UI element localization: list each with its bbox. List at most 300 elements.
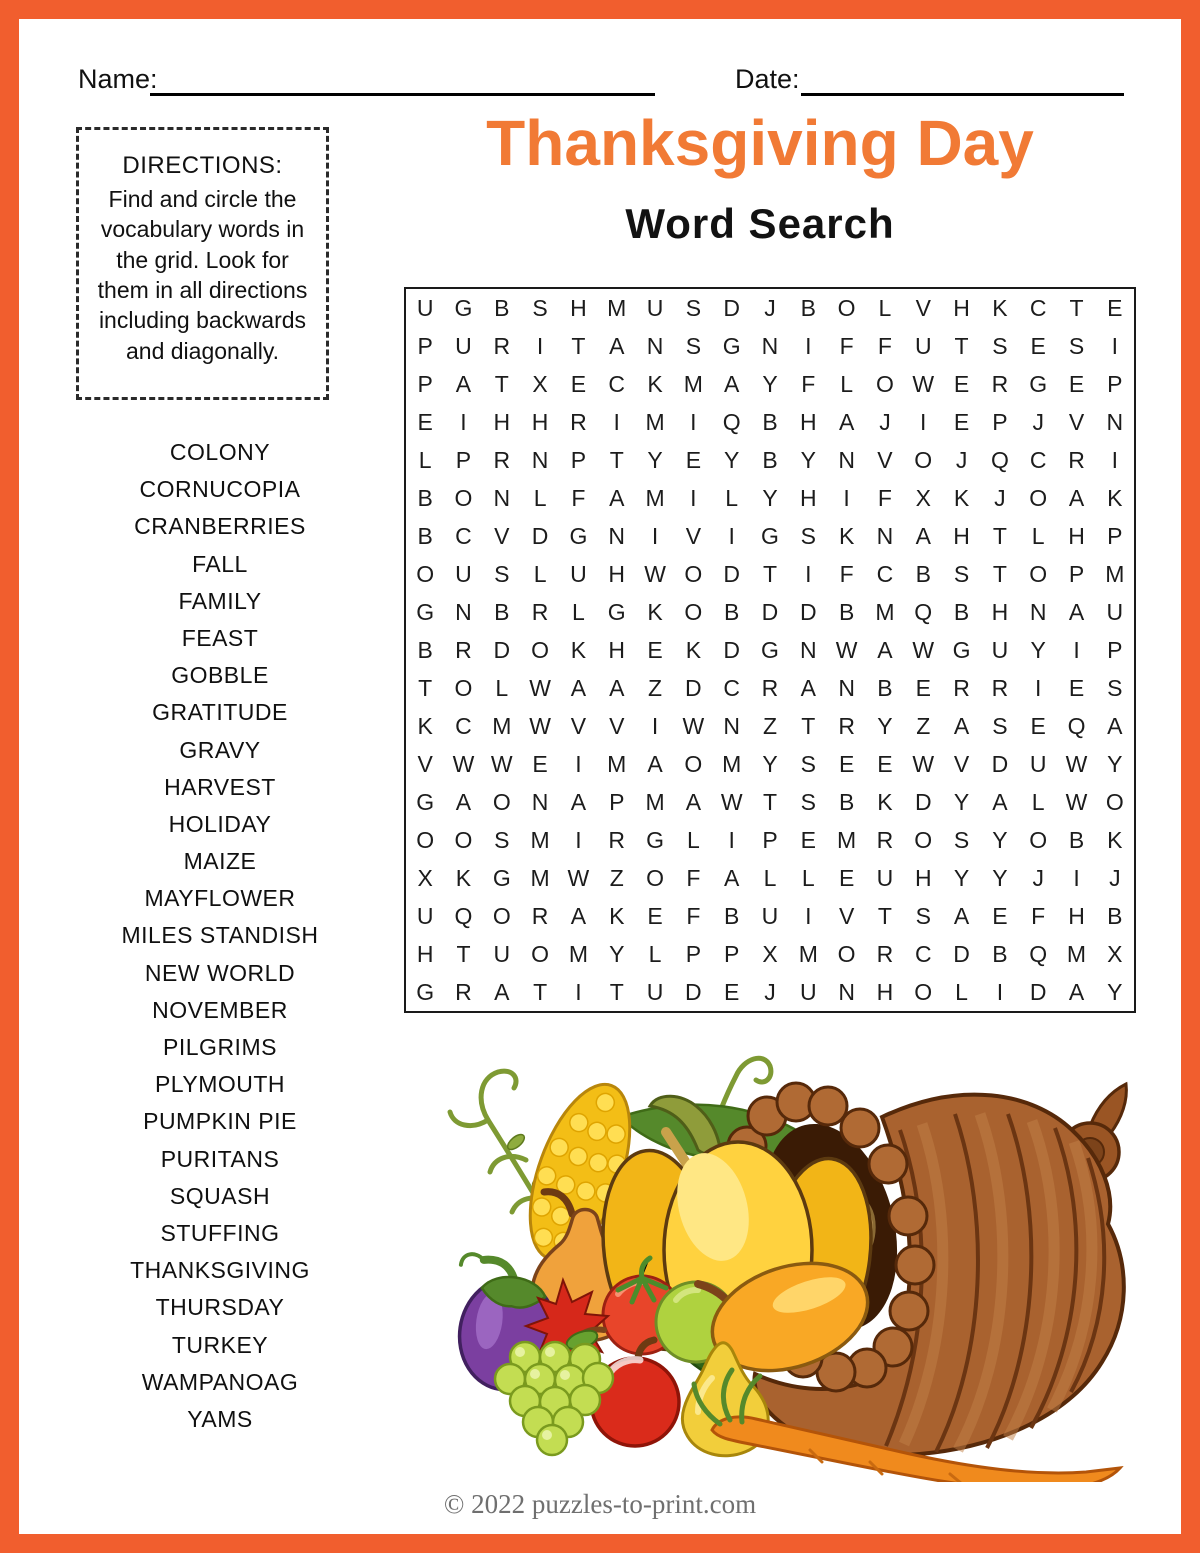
grid-cell: K — [953, 484, 970, 511]
grid-cell: F — [877, 484, 892, 511]
grid-cell: U — [416, 294, 434, 321]
grid-cell: N — [493, 484, 511, 511]
grid-cell: I — [536, 332, 544, 359]
grid-cell: B — [494, 598, 510, 625]
grid-cell: S — [1107, 674, 1123, 701]
grid-cell: O — [454, 826, 473, 853]
grid-cell: L — [840, 370, 854, 397]
grid-cell: S — [494, 826, 510, 853]
grid-cell: D — [953, 940, 970, 967]
grid-cell: G — [416, 598, 435, 625]
grid-cell: L — [533, 560, 547, 587]
grid-cell: D — [493, 636, 511, 663]
grid-cell: N — [531, 788, 549, 815]
grid-cell: B — [877, 674, 893, 701]
grid-cell: V — [953, 750, 970, 777]
grid-cell: O — [914, 826, 933, 853]
grid-cell: D — [531, 522, 549, 549]
grid-cell: F — [801, 370, 816, 397]
grid-cell: S — [1068, 332, 1085, 359]
grid-cell: Y — [953, 864, 970, 891]
word-list-item: WAMPANOAG — [141, 1368, 299, 1395]
grid-cell: P — [609, 788, 625, 815]
grid-cell: O — [837, 294, 856, 321]
grid-cell: U — [646, 294, 664, 321]
grid-cell: Q — [914, 598, 933, 625]
grid-cell: U — [455, 332, 472, 359]
grid-cell: L — [878, 294, 892, 321]
grid-cell: E — [877, 750, 893, 777]
grid-cell: I — [575, 826, 582, 853]
grid-cell: J — [955, 446, 968, 473]
grid-cell: E — [532, 750, 548, 777]
grid-cell: I — [1073, 864, 1080, 891]
grid-cell: T — [456, 940, 471, 967]
grid-cell: A — [1068, 978, 1085, 1005]
grid-cell: M — [492, 712, 512, 739]
page-title: Thanksgiving Day — [486, 107, 1034, 179]
grid-cell: Y — [992, 864, 1008, 891]
grid-cell: L — [495, 674, 509, 701]
grid-cell: V — [1068, 408, 1085, 435]
grid-cell: S — [992, 712, 1008, 739]
grid-cell: W — [912, 750, 935, 777]
grid-cell: V — [494, 522, 510, 549]
grid-cell: V — [570, 712, 587, 739]
grid-cell: Y — [762, 750, 778, 777]
grid-cell: M — [837, 826, 857, 853]
grid-cell: K — [570, 636, 587, 663]
grid-cell: T — [877, 902, 892, 929]
grid-cell: Q — [454, 902, 473, 929]
grid-cell: B — [724, 902, 740, 929]
grid-cell: E — [685, 446, 702, 473]
grid-cell: E — [417, 408, 433, 435]
grid-cell: R — [953, 674, 970, 701]
grid-cell: B — [915, 560, 931, 587]
grid-cell: G — [492, 864, 511, 891]
grid-cell: A — [953, 712, 970, 739]
grid-cell: T — [609, 446, 624, 473]
grid-cell: P — [992, 408, 1008, 435]
grid-cell: H — [493, 408, 511, 435]
grid-cell: E — [915, 674, 931, 701]
grid-cell: A — [800, 674, 816, 701]
grid-cell: F — [571, 484, 586, 511]
grid-cell: J — [879, 408, 891, 435]
grid-cell: P — [1107, 636, 1123, 663]
grid-cell: N — [838, 446, 855, 473]
grid-cell: Y — [1107, 750, 1123, 777]
word-list-item: THURSDAY — [155, 1294, 285, 1321]
grid-cell: A — [1107, 712, 1123, 739]
grid-cell: S — [800, 522, 816, 549]
word-list-item: HOLIDAY — [168, 810, 272, 837]
grid-cell: Q — [1067, 712, 1086, 739]
grid-cell: K — [647, 598, 663, 625]
grid-cell: U — [761, 902, 779, 929]
grid-cell: N — [1106, 408, 1124, 435]
grid-cell: W — [835, 636, 858, 663]
grid-cell: S — [800, 750, 816, 777]
grid-cell: X — [915, 484, 931, 511]
grid-cell: H — [991, 598, 1009, 625]
grid-cell: I — [575, 750, 582, 777]
grid-cell: V — [877, 446, 893, 473]
grid-cell: T — [571, 332, 586, 359]
word-list-item: NEW WORLD — [144, 959, 296, 986]
grid-cell: N — [761, 332, 779, 359]
grid-cell: N — [838, 674, 855, 701]
grid-cell: T — [494, 370, 509, 397]
grid-cell: I — [920, 408, 927, 435]
grid-cell: R — [991, 370, 1009, 397]
grid-cell: W — [644, 560, 666, 587]
grid-cell: F — [839, 560, 854, 587]
grid-cell: P — [417, 370, 433, 397]
grid-cell: F — [1031, 902, 1046, 929]
grid-cell: G — [416, 978, 435, 1005]
grid-cell: Y — [992, 826, 1008, 853]
grid-cell: I — [843, 484, 850, 511]
word-list-item: SQUASH — [169, 1182, 271, 1209]
grid-cell: P — [685, 940, 702, 967]
grid-cell: B — [724, 598, 740, 625]
grid-cell: M — [645, 408, 665, 435]
copyright-footer: © 2022 puzzles-to-print.com — [443, 1489, 757, 1519]
grid-cell: T — [1069, 294, 1084, 321]
grid-cell: P — [1107, 370, 1123, 397]
word-list-item: NOVEMBER — [152, 996, 288, 1023]
grid-cell: P — [762, 826, 778, 853]
grid-cell: Y — [609, 940, 625, 967]
grid-cell: O — [914, 978, 933, 1005]
word-list-item: COLONY — [169, 439, 271, 465]
grid-cell: I — [996, 978, 1004, 1005]
grid-cell: L — [1031, 788, 1045, 815]
grid-cell: Z — [609, 864, 624, 891]
grid-cell: S — [953, 826, 970, 853]
grid-cell: L — [725, 484, 739, 511]
grid-cell: S — [992, 332, 1008, 359]
grid-cell: W — [529, 712, 551, 739]
grid-cell: B — [762, 408, 778, 435]
grid-cell: W — [682, 712, 705, 739]
grid-cell: E — [838, 864, 855, 891]
word-list-item: MAYFLOWER — [144, 885, 296, 912]
grid-cell: B — [800, 294, 816, 321]
grid-cell: Q — [1029, 940, 1048, 967]
grid-cell: B — [417, 484, 433, 511]
word-list-item: YAMS — [187, 1405, 253, 1432]
grid-cell: W — [1065, 788, 1088, 815]
grid-cell: R — [991, 674, 1009, 701]
grid-cell: U — [416, 902, 434, 929]
grid-cell: X — [762, 940, 778, 967]
grid-cell: O — [837, 940, 856, 967]
grid-cell: O — [684, 598, 703, 625]
grid-cell: H — [570, 294, 587, 321]
grid-cell: B — [1107, 902, 1123, 929]
grid-cell: A — [570, 902, 587, 929]
grid-cell: N — [646, 332, 664, 359]
grid-cell: B — [417, 522, 433, 549]
grid-cell: R — [1068, 446, 1085, 473]
grid-cell: J — [1032, 408, 1044, 435]
grid-cell: I — [651, 712, 659, 739]
grid-cell: Y — [1030, 636, 1046, 663]
word-list-item: FAMILY — [178, 587, 262, 614]
grid-cell: J — [764, 978, 776, 1005]
grid-cell: S — [494, 560, 510, 587]
word-list-item: MILES STANDISH — [121, 922, 319, 949]
grid-cell: A — [724, 370, 740, 397]
grid-cell: I — [575, 978, 582, 1005]
grid-cell: O — [1029, 484, 1048, 511]
grid-cell: C — [455, 712, 472, 739]
grid-cell: R — [531, 902, 549, 929]
grid-cell: K — [992, 294, 1008, 321]
grid-cell: G — [454, 294, 473, 321]
grid-cell: M — [530, 864, 550, 891]
grid-cell: N — [800, 636, 817, 663]
word-list-item: STUFFING — [160, 1219, 280, 1246]
grid-cell: I — [1073, 636, 1080, 663]
grid-cell: H — [1068, 902, 1085, 929]
grid-cell: O — [531, 636, 550, 663]
grid-cell: X — [417, 864, 433, 891]
grid-cell: K — [685, 636, 702, 663]
grid-cell: A — [915, 522, 931, 549]
grid-cell: A — [455, 788, 472, 815]
word-list-item: CORNUCOPIA — [139, 476, 301, 503]
page-subtitle: Word Search — [625, 200, 895, 247]
grid-cell: R — [838, 712, 855, 739]
date-label: Date: — [735, 64, 800, 94]
grid-cell: Z — [916, 712, 931, 739]
grid-cell: M — [607, 294, 627, 321]
grid-cell: M — [645, 788, 665, 815]
grid-cell: H — [800, 484, 817, 511]
grid-cell: N — [1029, 598, 1047, 625]
grid-cell: E — [570, 370, 587, 397]
grid-cell: D — [723, 294, 740, 321]
grid-cell: Z — [762, 712, 778, 739]
grid-cell: B — [838, 598, 855, 625]
grid-cell: H — [1068, 522, 1085, 549]
word-search-grid — [404, 287, 1136, 1013]
grid-cell: J — [764, 294, 776, 321]
grid-cell: Y — [647, 446, 663, 473]
grid-cell: N — [838, 978, 855, 1005]
grid-cell: A — [609, 332, 625, 359]
grid-cell: U — [914, 332, 932, 359]
grid-cell: A — [647, 750, 663, 777]
grid-cell: E — [1068, 674, 1085, 701]
date-blank-line — [801, 67, 1124, 96]
grid-cell: F — [839, 332, 854, 359]
grid-cell: H — [800, 408, 817, 435]
grid-cell: Y — [762, 484, 778, 511]
grid-cell: K — [417, 712, 433, 739]
grid-cell: B — [417, 636, 433, 663]
grid-cell: I — [728, 522, 735, 549]
word-list-item: PLYMOUTH — [154, 1071, 286, 1098]
grid-cell: A — [609, 674, 625, 701]
grid-cell: T — [762, 788, 778, 815]
grid-cell: I — [728, 826, 735, 853]
grid-cell: I — [1035, 674, 1042, 701]
grid-cell: O — [492, 902, 511, 929]
grid-cell: E — [1030, 332, 1046, 359]
grid-cell: I — [805, 902, 812, 929]
grid-cell: P — [1068, 560, 1085, 587]
grid-cell: P — [455, 446, 472, 473]
grid-cell: A — [953, 902, 970, 929]
word-list-item: PURITANS — [160, 1145, 280, 1172]
grid-cell: A — [494, 978, 510, 1005]
grid-cell: N — [455, 598, 472, 625]
grid-cell: Y — [1107, 978, 1123, 1005]
grid-cell: C — [723, 674, 740, 701]
grid-cell: H — [953, 294, 970, 321]
grid-cell: R — [608, 826, 626, 853]
grid-cell: U — [800, 978, 817, 1005]
grid-cell: G — [646, 826, 664, 853]
grid-cell: W — [490, 750, 513, 777]
grid-cell: U — [646, 978, 664, 1005]
grid-cell: G — [761, 522, 779, 549]
word-list-item: FALL — [192, 550, 248, 577]
directions-body: Find and circle the vocabulary words in the grid. Look for them in all directions including backwards and diagonally. — [97, 186, 308, 364]
word-list-item: THANKSGIVING — [130, 1257, 310, 1284]
word-list-item: PILGRIMS — [163, 1034, 277, 1060]
grid-cell: L — [955, 978, 968, 1005]
grid-cell: E — [800, 826, 816, 853]
grid-cell: W — [912, 370, 935, 397]
grid-cell: U — [455, 560, 472, 587]
word-list-item: PUMPKIN PIE — [143, 1108, 297, 1135]
grid-cell: T — [609, 978, 624, 1005]
grid-cell: F — [686, 902, 701, 929]
grid-cell: R — [493, 446, 511, 473]
grid-cell: Z — [648, 674, 663, 701]
grid-cell: P — [1107, 522, 1123, 549]
grid-cell: R — [876, 826, 894, 853]
grid-cell: E — [1068, 370, 1085, 397]
grid-cell: I — [805, 332, 812, 359]
grid-cell: V — [915, 294, 931, 321]
grid-cell: S — [953, 560, 970, 587]
grid-cell: G — [761, 636, 779, 663]
grid-cell: A — [992, 788, 1008, 815]
grid-cell: K — [1107, 826, 1123, 853]
grid-cell: R — [493, 332, 511, 359]
grid-cell: T — [533, 978, 548, 1005]
grid-cell: J — [1032, 864, 1044, 891]
grid-cell: A — [570, 788, 587, 815]
grid-cell: W — [529, 674, 551, 701]
grid-cell: O — [684, 750, 703, 777]
grid-cell: E — [724, 978, 740, 1005]
grid-cell: B — [1068, 826, 1085, 853]
grid-cell: W — [912, 636, 935, 663]
grid-cell: D — [723, 560, 740, 587]
grid-cell: D — [1029, 978, 1047, 1005]
grid-cell: B — [762, 446, 778, 473]
grid-cell: A — [724, 864, 740, 891]
grid-cell: S — [532, 294, 548, 321]
grid-cell: W — [720, 788, 743, 815]
name-label: Name: — [78, 64, 158, 94]
grid-cell: M — [722, 750, 742, 777]
grid-cell: G — [416, 788, 435, 815]
grid-cell: O — [454, 484, 473, 511]
grid-cell: T — [801, 712, 816, 739]
grid-cell: F — [686, 864, 701, 891]
grid-cell: G — [952, 636, 971, 663]
grid-cell: R — [531, 598, 549, 625]
grid-cell: E — [953, 370, 970, 397]
grid-cell: H — [608, 560, 626, 587]
word-list — [70, 434, 370, 1438]
grid-cell: V — [838, 902, 855, 929]
word-list-item: GRAVY — [179, 736, 261, 763]
name-blank-line — [150, 67, 655, 96]
word-list-item: MAIZE — [183, 848, 257, 875]
grid-cell: Y — [800, 446, 816, 473]
grid-cell: Y — [953, 788, 970, 815]
grid-cell: M — [1066, 940, 1087, 967]
grid-cell: D — [723, 636, 740, 663]
grid-cell: S — [800, 788, 816, 815]
grid-cell: L — [686, 826, 700, 853]
grid-cell: A — [877, 636, 893, 663]
grid-cell: D — [800, 598, 817, 625]
grid-cell: V — [609, 712, 625, 739]
grid-cell: N — [531, 446, 549, 473]
word-list-item: GRATITUDE — [152, 699, 288, 726]
grid-cell: A — [609, 484, 625, 511]
grid-cell: M — [568, 940, 588, 967]
grid-cell: C — [914, 940, 932, 967]
grid-cell: U — [1106, 598, 1124, 625]
grid-cell: N — [608, 522, 626, 549]
grid-cell: E — [953, 408, 970, 435]
grid-cell: H — [876, 978, 894, 1005]
grid-cell: B — [992, 940, 1008, 967]
grid-cell: B — [838, 788, 855, 815]
grid-cell: R — [455, 978, 472, 1005]
grid-cell: C — [455, 522, 472, 549]
grid-cell: C — [1029, 446, 1047, 473]
grid-cell: D — [761, 598, 779, 625]
grid-cell: L — [763, 864, 777, 891]
grid-cell: O — [454, 674, 473, 701]
grid-cell: I — [805, 560, 812, 587]
grid-cell: U — [876, 864, 894, 891]
grid-cell: P — [417, 332, 433, 359]
grid-cell: T — [418, 674, 433, 701]
grid-cell: D — [914, 788, 932, 815]
grid-cell: I — [651, 522, 659, 549]
grid-cell: E — [1030, 712, 1046, 739]
grid-cell: H — [914, 864, 932, 891]
grid-cell: O — [1029, 826, 1048, 853]
grid-cell: O — [914, 446, 933, 473]
grid-cell: G — [1029, 370, 1048, 397]
grid-cell: X — [532, 370, 548, 397]
